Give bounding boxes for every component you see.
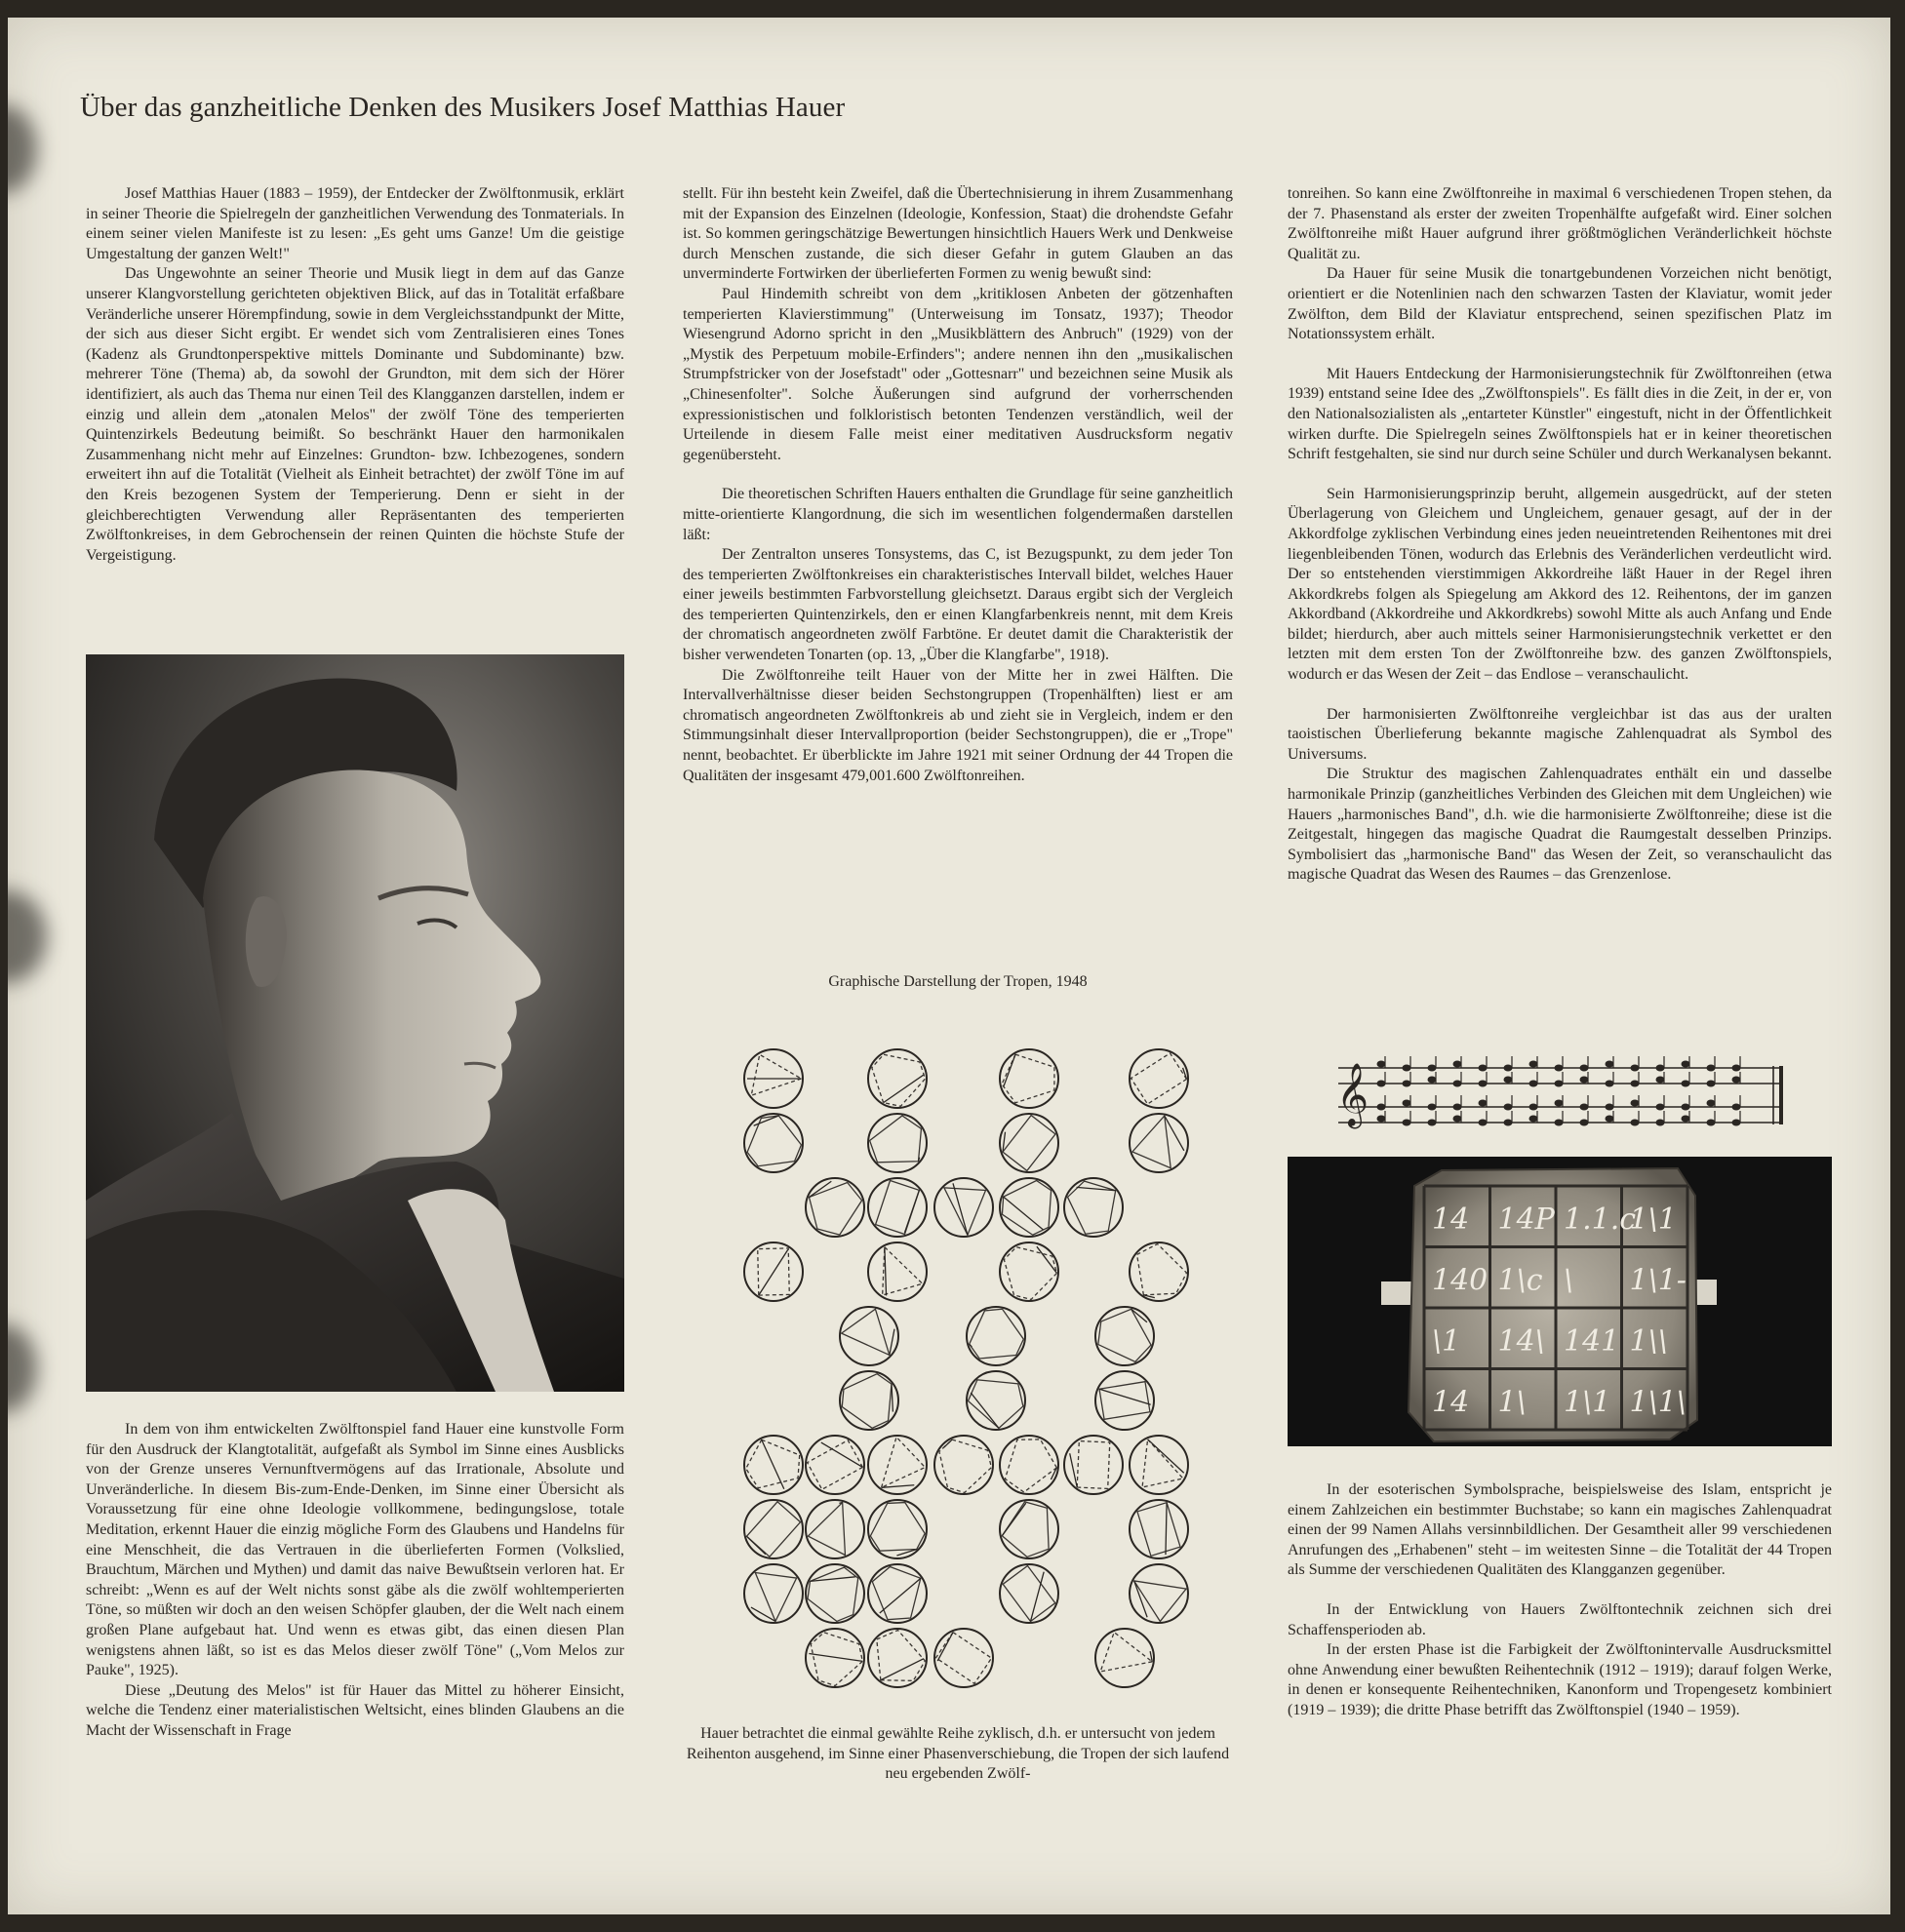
trope-circle <box>840 1307 898 1365</box>
note-head <box>1453 1104 1462 1111</box>
paragraph: Hauer betrachtet die einmal gewählte Reihe zyklisch, d.h. er untersucht von jedem Reihenton ausgehend, im Sinne einer Phasenverschiebung, die Tropen der sich laufend neu ergebenden Zwölf- <box>686 1725 1230 1783</box>
trope-circle <box>744 1436 803 1494</box>
paragraph: Der harmonisierten Zwölftonreihe vergleichbar ist das aus der uralten taoistischen Überlieferung bekannte magische Zahlenquadrat als Symbol des Universums. <box>1288 705 1832 763</box>
trope-circle <box>840 1371 898 1430</box>
trope-circle <box>806 1178 864 1237</box>
trope-circle <box>868 1049 927 1108</box>
trope-circle <box>1000 1178 1058 1237</box>
note-head <box>1529 1061 1538 1068</box>
magic-square-cell: 1\ <box>1497 1385 1527 1420</box>
magic-square-cell: \ <box>1564 1263 1574 1298</box>
note-head <box>1631 1065 1640 1072</box>
trope-circle <box>1130 1500 1188 1558</box>
note-head <box>1479 1120 1488 1126</box>
trope-circle <box>934 1629 993 1687</box>
note-head <box>1529 1081 1538 1087</box>
trope-circle <box>744 1500 803 1558</box>
column-2-bottom <box>683 1724 1233 1785</box>
note-head <box>1682 1116 1690 1123</box>
note-head <box>1377 1061 1386 1068</box>
note-head <box>1479 1081 1488 1087</box>
trope-circle <box>1095 1307 1154 1365</box>
note-head <box>1529 1116 1538 1123</box>
trope-circle <box>1000 1242 1058 1301</box>
music-staff-notation <box>1332 1056 1791 1139</box>
trope-circle <box>1000 1500 1058 1558</box>
note-head <box>1504 1104 1513 1111</box>
note-head <box>1656 1120 1665 1126</box>
column-1-top <box>86 184 624 566</box>
trope-circle <box>868 1500 927 1558</box>
note-head <box>1479 1065 1488 1072</box>
trope-circle <box>934 1436 993 1494</box>
note-head <box>1707 1065 1716 1072</box>
note-head <box>1428 1104 1437 1111</box>
note-head <box>1377 1116 1386 1123</box>
note-head <box>1504 1120 1513 1126</box>
trope-circle <box>1130 1242 1188 1301</box>
trope-circle <box>1000 1114 1058 1172</box>
trope-circle <box>934 1178 993 1237</box>
album-sheet <box>8 18 1890 1914</box>
magic-square-cell: 14 <box>1432 1203 1470 1237</box>
paragraph: In dem von ihm entwickelten Zwölftonspiel fand Hauer eine kunstvolle Form für den Ausdruck der Klangtotalität, aufgefaßt als Symbol im Sinne eines Ausblicks von der Grenze unseres Vernunftvermögens auf das Irrationale, Absolute und Unveränderliche. In diesem Bis-zum-Ende-Denken, im Sinne einer Übersicht als Voraussetzung für eine ohne Ideologie vollkommene, bedingungslose, totale Meditation, erkennt Hauer die einzig mögliche Form des Glaubens und Handelns für eine Menschheit, die das Vertrauen in die überlieferten Formen (Volkslied, Brauchtum, Märchen und Mythen) und damit das naive Bewußtsein verloren hat. Er schreibt: „Wenn es auf der Welt nichts sonst gäbe als die zwölf wohltemperierten Töne, so müßten wir doch an den weisen Schöpfer glauben, der die Welt nach einem großen Plane aufgebaut hat. Und wenn es etwas gibt, das einen diesen Plan wenigstens ahnen läßt, so ist es das Melos dieser zwölf Töne" („Vom Melos zur Pauke", 1925). <box>86 1421 624 1679</box>
trope-circle <box>1130 1436 1188 1494</box>
note-head <box>1732 1065 1741 1072</box>
magic-square-cell: 1\1 <box>1629 1203 1677 1237</box>
note-head <box>1529 1104 1538 1111</box>
trope-circle <box>1000 1049 1058 1108</box>
column-3 <box>1288 184 1832 886</box>
magic-square-cell: 14P <box>1497 1203 1555 1237</box>
note-head <box>1428 1077 1437 1084</box>
trope-circle <box>744 1114 803 1172</box>
note-head <box>1403 1100 1411 1107</box>
paragraph: Sein Harmonisierungsprinzip beruht, allgemein ausgedrückt, auf der steten Überlagerung von Gleichem und Ungleichem, genauer gesagt, auf der in der Akkordfolge zyklischen Verbindung eines jeden neueintretenden Reihentones mit drei liegenbleibenden Tönen, wodurch das Erlebnis des Veränderlichen verdeutlicht wird. Der so entstehenden vierstimmigen Akkordreihe läßt Hauer in der Regel ihren Akkordkrebs folgen als Spiegelung am Akkord des 12. Reihentons, der im ganzen Akkordband (Akkordreihe und Akkordkrebs) sowohl Mitte als auch Anfang und Ende bildet; hierdurch, aber auch mittels seiner Harmonisierungstechnik verkettet er den letzten mit dem ersten Ton der Zwölftonreihe bzw. des ganzen Zwölftonspiels, wodurch er das Wesen der Zeit – das Endlose – veranschaulicht. <box>1288 485 1832 684</box>
page-title: Über das ganzheitliche Denken des Musikers Josef Matthias Hauer <box>80 92 846 123</box>
note-head <box>1428 1065 1437 1072</box>
note-head <box>1606 1116 1614 1123</box>
note-head <box>1580 1104 1589 1111</box>
trope-circle <box>1130 1564 1188 1623</box>
note-head <box>1504 1065 1513 1072</box>
trope-circle <box>744 1242 803 1301</box>
magic-square-cell: 1\1 <box>1564 1385 1611 1420</box>
note-head <box>1606 1104 1614 1111</box>
magic-square-cell: 14 <box>1432 1385 1470 1420</box>
magic-square-photo <box>1288 1157 1832 1446</box>
note-head <box>1580 1065 1589 1072</box>
trope-circle <box>806 1629 864 1687</box>
column-1-bottom <box>86 1420 624 1742</box>
magic-square-cell: 1\1- <box>1629 1263 1687 1298</box>
note-head <box>1504 1077 1513 1084</box>
note-head <box>1377 1081 1386 1087</box>
paragraph: Das Ungewohnte an seiner Theorie und Musik liegt in dem auf das Ganze unserer Klangvorstellung gerichteten objektiven Blick, auf das in Totalität erfaßbare Veränderliche unserer Hörempfindung, sowie in dem Vergleichsstandpunkt der Mitte, der sich aus dieser Sicht ergibt. Er wendet sich vom Zentralisieren eines Tones (Kadenz als Grundtonperspektive mittels Dominante und Subdominante) bzw. mehrerer Töne (Thema) ab, da sowohl der Grundton, mit dem sich der Hörer identifiziert, als auch das Thema nur einen Teil des Klangganzen darstellen, indem er einzig und allein dem „atonalen Melos" der zwölf Töne des temperierten Quintenzirkels Bedeutung beimißt. So beschränkt Hauer den harmonikalen Zusammenhang nicht mehr auf Einzelnes: Grundton- bzw. Ichbezogenes, sondern erweitert ihn auf die Totalität (Vielheit als Einheit betrachtet) der zwölf Töne im auf den Kreis bezogenen System der Temperierung. Denn er sieht in der gleichberechtigten Verwendung aller Repräsentanten des temperierten Zwölftonkreises, in dem Gebrochensein der reinen Quinten die höchste Stufe der Vergeistigung. <box>86 265 624 564</box>
note-head <box>1732 1120 1741 1126</box>
magic-square-cell: 141 <box>1564 1324 1620 1359</box>
paragraph: Da Hauer für seine Musik die tonartgebundenen Vorzeichen nicht benötigt, orientiert er die Notenlinien nach den schwarzen Tasten der Klaviatur, womit jeder Zwölfton, dem Bild der Klaviatur entsprechend, seinen spezifischen Platz im Notationssystem erhält. <box>1288 265 1832 343</box>
trope-circle <box>967 1371 1025 1430</box>
note-head <box>1682 1081 1690 1087</box>
note-head <box>1555 1081 1564 1087</box>
note-head <box>1732 1104 1741 1111</box>
paragraph: Josef Matthias Hauer (1883 – 1959), der Entdecker der Zwölftonmusik, erklärt in seiner Theorie die Spielregeln der ganzheitlichen Verwendung des Tonmaterials. In einem seiner vielen Manifeste ist zu lesen: „Es geht ums Ganze! Um die geistige Umgestaltung der ganzen Welt!" <box>86 185 624 262</box>
trope-circle <box>868 1178 927 1237</box>
trope-circle <box>744 1049 803 1108</box>
paragraph: In der Entwicklung von Hauers Zwölftontechnik zeichnen sich drei Schaffensperioden ab. <box>1288 1600 1832 1638</box>
paragraph: Die Struktur des magischen Zahlenquadrates enthält ein und dasselbe harmonikale Prinzip (ganzheitliches Verbinden des Gleichen mit dem Ungleichen) wie Hauers „harmonisches Band", d.h. wie die harmonisierte Zwölftonreihe; diese ist die Zeitgestalt, hingegen das magische Quadrat die Raumgestalt desselben Prinzips. Symbolisiert das „harmonische Band" das Wesen der Zeit, so veranschaulicht das magische Quadrat das Wesen des Raumes – das Grenzenlose. <box>1288 766 1832 884</box>
magic-square-cell: 1.1.c <box>1564 1203 1637 1237</box>
note-head <box>1707 1120 1716 1126</box>
note-head <box>1580 1120 1589 1126</box>
tropen-diagram <box>725 1030 1203 1698</box>
magic-square-cell: 14\ <box>1497 1324 1545 1359</box>
portrait-photo <box>86 654 624 1392</box>
note-head <box>1631 1100 1640 1107</box>
magic-square-cell: 1\c <box>1497 1263 1543 1298</box>
magic-square-cell: \1 <box>1432 1324 1461 1359</box>
paragraph: stellt. Für ihn besteht kein Zweifel, daß die Übertechnisierung in ihrem Zusammenhang mit der Expansion des Einzelnen (Ideologie, Konfession, Staat) die drohendste Gefahr ist. So kommen geringschätzige Bewertungen hinsichtlich Hauers Werk und Denkweise durch Menschen zustande, die sich dieser Gefahr in gutem Glauben an das unverminderte Fortwirken der überlieferten Formen zu wenig bewußt sind: <box>683 185 1233 283</box>
trope-circle <box>1000 1564 1058 1623</box>
note-head <box>1707 1081 1716 1087</box>
paragraph: Die theoretischen Schriften Hauers enthalten die Grundlage für seine ganzheitlich mitte-orientierte Klangordnung, die sich im wesentlichen folgendermaßen darstellen läßt: <box>683 486 1233 543</box>
note-head <box>1555 1065 1564 1072</box>
trope-circle <box>1095 1629 1154 1687</box>
trope-circle <box>1130 1114 1188 1172</box>
note-head <box>1479 1100 1488 1107</box>
paragraph: Paul Hindemith schreibt von dem „kritiklosen Anbeten der götzenhaften temperierten Klavierstimmung" (Unterweisung im Tonsatz, 1937); Theodor Wiesengrund Adorno spricht in den „Musikblättern des Anbruch" (1929) von der „Mystik des Perpetuum mobile-Erfinders"; andere nennen ihn den „musikalischen Strumpfstricker von der Josefstadt" oder „Gottesnarr" und bezeichnen seine Musik als „Chinesenfolter". Solche Äußerungen sind aufgrund der vorherrschenden expressionistischen und folkloristisch betonten Tendenzen verständlich, weil der Urteilende in diesem Falle meist einer meditativen Ausdrucksform negativ gegenübersteht. <box>683 285 1233 463</box>
note-head <box>1631 1120 1640 1126</box>
trope-circle <box>1064 1178 1123 1237</box>
note-head <box>1656 1077 1665 1084</box>
note-head <box>1707 1100 1716 1107</box>
trope-circle <box>868 1629 927 1687</box>
paragraph: tonreihen. So kann eine Zwölftonreihe in maximal 6 verschiedenen Tropen stehen, da der 7. Phasenstand als erster der zweiten Tropenhälfte aufgefaßt wird. Einer solchen Zwölftonreihe mißt Hauer aufgrund ihrer größtmöglichen Veränderlichkeit höchste Qualität zu. <box>1288 185 1832 262</box>
note-head <box>1631 1081 1640 1087</box>
trope-circle <box>967 1307 1025 1365</box>
magic-square-cell: 140 <box>1432 1263 1488 1298</box>
paragraph: In der esoterischen Symbolsprache, beispielsweise des Islam, entspricht je einem Zahlzeichen ein bestimmter Buchstabe; so kann ein magisches Zahlenquadrat einen der 99 Namen Allahs versinnbildlichen. Der Gesamtheit aller 99 verschiedenen Anrufungen des „Erhabenen" steht – im weitesten Sinne – die Totalität der 44 Tropen als Summe der verschiedenen Qualitäten des Klangganzen gegenüber. <box>1288 1481 1832 1579</box>
paragraph: Die Zwölftonreihe teilt Hauer von der Mitte her in zwei Hälften. Die Intervallverhältnisse dieser beiden Sechstongruppen (Tropenhälften) liest er am chromatisch angeordneten Zwölftonkreis ab und zieht sie in Vergleich, indem er den Stimmungsinhalt dieser Intervallproportion (beider Sechstongruppen), die er „Trope" nennt, beobachtet. Er überblickte im Jahre 1921 mit seiner Ordnung der 44 Tropen die Qualitäten der insgesamt 479,001.600 Zwölftonreihen. <box>683 666 1233 784</box>
trope-circle <box>868 1114 927 1172</box>
trope-circle <box>1064 1436 1123 1494</box>
note-head <box>1580 1077 1589 1084</box>
paragraph: Mit Hauers Entdeckung der Harmonisierungstechnik für Zwölftonreihen (etwa 1939) entstand seine Idee des „Zwölftonspiels". Es fällt dies in die Zeit, in der er, von den Nationalsozialisten als „entarteter Künstler" eingestuft, nicht in der Öffentlichkeit wirken durfte. Die Spielregeln seines Zwölftonspiels hat er in keiner theoretischen Schrift festgehalten, sie sind nur durch seine Schüler und durch Werkanalysen bekannt. <box>1288 365 1832 463</box>
trope-circle <box>868 1436 927 1494</box>
trope-circle <box>806 1500 864 1558</box>
note-head <box>1403 1081 1411 1087</box>
paragraph: Diese „Deutung des Melos" ist für Hauer das Mittel zu höherer Einsicht, welche die Tendenz einer materialistischen Weltsicht, eines blinden Glaubens an die Macht der Wissenschaft in Frage <box>86 1681 624 1739</box>
note-head <box>1732 1077 1741 1084</box>
note-head <box>1606 1081 1614 1087</box>
trope-circle <box>1095 1371 1154 1430</box>
note-head <box>1682 1104 1690 1111</box>
note-head <box>1656 1065 1665 1072</box>
note-head <box>1403 1120 1411 1126</box>
column-3-bottom <box>1288 1480 1832 1721</box>
note-head <box>1555 1100 1564 1107</box>
trope-circle <box>806 1436 864 1494</box>
paragraph: Der Zentralton unseres Tonsystems, das C, ist Bezugspunkt, zu dem jeder Ton des temperierten Zwölftonkreises ein charakteristisches Intervall bildet, welches Hauer einer jeweils bestimmten Farbvorstellung gleichsetzt. Daraus ergibt sich der Vergleich des temperierten Quintenzirkels, den er einen Klangfarbenkreis nennt, mit dem Kreis der chromatisch angeordneten zwölf Farbtöne. Er deutet damit die Charakteristik der bisher verwendeten Tonarten (op. 13, „Über die Klangfarbe", 1918). <box>683 546 1233 664</box>
note-head <box>1453 1116 1462 1123</box>
magic-square-cell: 1\1\ <box>1629 1385 1687 1420</box>
music-staff <box>1332 1056 1791 1144</box>
trope-circle <box>806 1564 864 1623</box>
trope-circle <box>868 1564 927 1623</box>
trope-circle <box>744 1564 803 1623</box>
note-head <box>1682 1061 1690 1068</box>
edge-shadow <box>8 105 37 193</box>
note-head <box>1428 1120 1437 1126</box>
note-head <box>1453 1061 1462 1068</box>
note-head <box>1656 1104 1665 1111</box>
edge-shadow <box>8 1324 37 1412</box>
svg-text:𝄞: 𝄞 <box>1336 1063 1369 1126</box>
note-head <box>1606 1061 1614 1068</box>
trope-circle <box>1000 1436 1058 1494</box>
magic-square-cell: 1\\ <box>1629 1324 1668 1359</box>
tropen-diagram-figure <box>725 1030 1203 1693</box>
note-head <box>1377 1104 1386 1111</box>
edge-shadow <box>8 890 47 983</box>
trope-circle <box>1130 1049 1188 1108</box>
paragraph: In der ersten Phase ist die Farbigkeit der Zwölftonintervalle Ausdrucksmittel ohne Anwendung einer bewußten Reihentechnik (1912 – 1919); darauf folgen Werke, in denen er konsequente Reihentechniken, Kanonform und Tropengesetz kombiniert (1919 – 1939); die dritte Phase betrifft das Zwölftonspiel (1940 – 1959). <box>1288 1641 1832 1718</box>
note-head <box>1555 1120 1564 1126</box>
note-head <box>1403 1065 1411 1072</box>
column-2 <box>683 184 1233 786</box>
figure-caption: Graphische Darstellung der Tropen, 1948 <box>828 973 1088 990</box>
trope-circle <box>868 1242 927 1301</box>
note-head <box>1453 1081 1462 1087</box>
